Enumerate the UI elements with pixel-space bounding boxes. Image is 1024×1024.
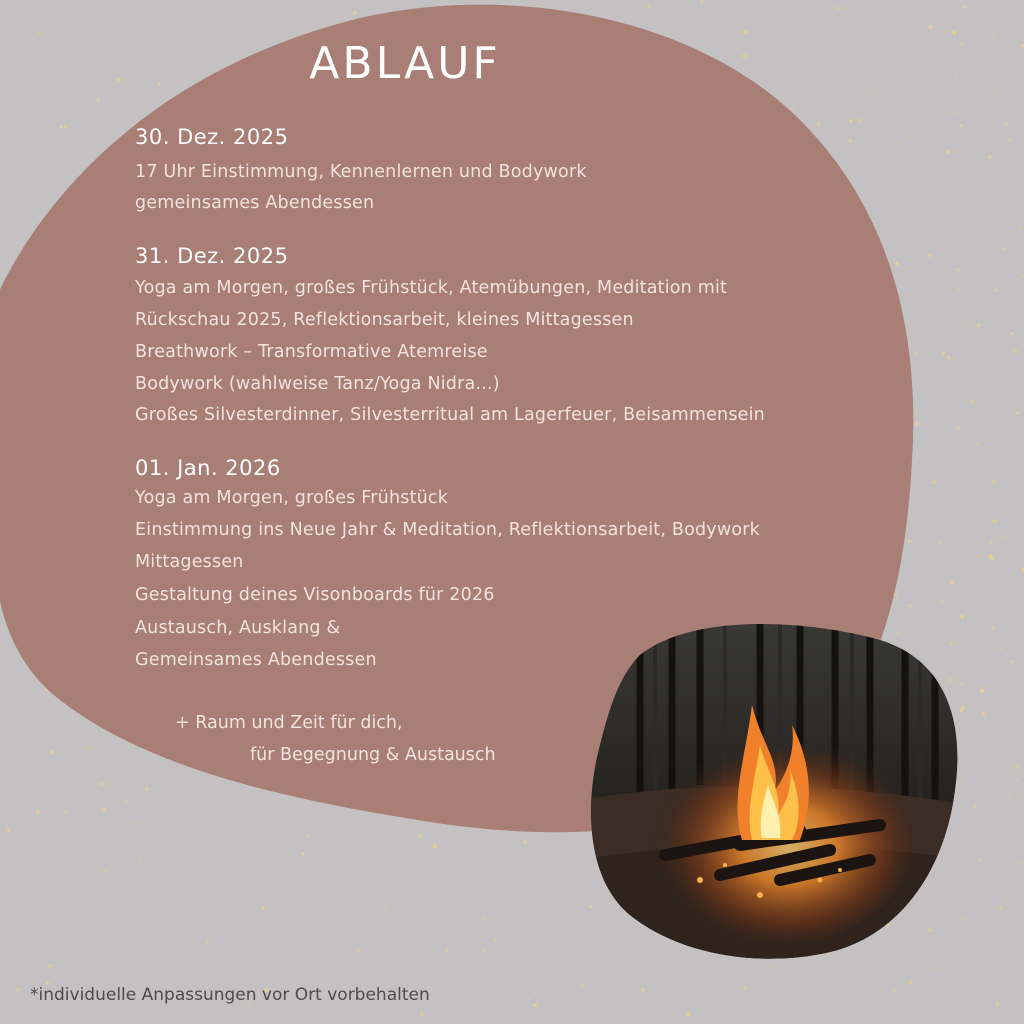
extra-note-line-2: für Begegnung & Austausch xyxy=(250,745,496,765)
schedule-line: Rückschau 2025, Reflektionsarbeit, kleines Mittagessen xyxy=(135,310,634,330)
confetti-speck xyxy=(7,828,10,831)
confetti-speck xyxy=(60,126,63,129)
confetti-speck xyxy=(969,324,971,326)
confetti-speck xyxy=(102,799,103,800)
schedule-line: Yoga am Morgen, großes Frühstück, Atemübungen, Meditation mit xyxy=(135,278,728,298)
confetti-speck xyxy=(687,1012,691,1016)
confetti-speck xyxy=(960,453,962,455)
confetti-speck xyxy=(961,683,964,686)
confetti-speck xyxy=(1000,647,1003,650)
confetti-speck xyxy=(947,150,951,154)
confetti-speck xyxy=(910,134,913,137)
day-date: 30. Dez. 2025 xyxy=(135,125,289,149)
schedule-line: Yoga am Morgen, großes Frühstück xyxy=(135,488,449,508)
confetti-speck xyxy=(1016,778,1018,780)
confetti-speck xyxy=(979,858,983,862)
confetti-speck xyxy=(1018,800,1020,802)
confetti-speck xyxy=(87,746,89,748)
confetti-speck xyxy=(432,844,436,848)
confetti-speck xyxy=(971,400,975,404)
confetti-speck xyxy=(981,686,983,688)
confetti-speck xyxy=(312,818,314,820)
confetti-speck xyxy=(960,708,963,711)
confetti-speck xyxy=(307,835,310,838)
confetti-speck xyxy=(367,890,369,892)
confetti-speck xyxy=(960,124,963,127)
confetti-speck xyxy=(64,811,67,814)
confetti-speck xyxy=(1010,332,1013,335)
confetti-speck xyxy=(928,929,932,933)
confetti-speck xyxy=(957,268,960,271)
confetti-speck xyxy=(993,36,995,38)
confetti-speck xyxy=(353,11,357,15)
confetti-speck xyxy=(992,480,996,484)
confetti-speck xyxy=(977,555,979,557)
confetti-speck xyxy=(769,966,772,969)
confetti-speck xyxy=(957,427,960,430)
confetti-speck xyxy=(920,86,921,87)
confetti-speck xyxy=(894,593,897,596)
confetti-speck xyxy=(989,556,991,558)
confetti-speck xyxy=(895,261,899,265)
confetti-speck xyxy=(540,984,542,986)
confetti-speck xyxy=(1011,770,1013,772)
schedule-line: Gemeinsames Abendessen xyxy=(135,650,377,670)
confetti-speck xyxy=(962,919,964,921)
confetti-speck xyxy=(1020,862,1023,865)
confetti-speck xyxy=(418,834,422,838)
confetti-speck xyxy=(1018,796,1020,798)
confetti-speck xyxy=(928,25,932,29)
confetti-speck xyxy=(261,906,264,909)
confetti-speck xyxy=(848,139,852,143)
confetti-speck xyxy=(743,986,747,990)
confetti-speck xyxy=(100,782,104,786)
confetti-speck xyxy=(989,854,990,855)
confetti-speck xyxy=(873,92,875,94)
confetti-speck xyxy=(1014,350,1018,354)
confetti-speck xyxy=(105,869,109,873)
confetti-speck xyxy=(906,295,908,297)
confetti-speck xyxy=(1000,453,1002,455)
confetti-speck xyxy=(483,919,485,921)
confetti-speck xyxy=(994,93,996,95)
confetti-speck xyxy=(700,0,704,3)
confetti-speck xyxy=(980,689,984,693)
confetti-speck xyxy=(206,940,209,943)
confetti-speck xyxy=(999,133,1001,135)
confetti-speck xyxy=(908,980,912,984)
confetti-speck xyxy=(953,111,955,113)
confetti-speck xyxy=(38,32,41,35)
confetti-speck xyxy=(1002,536,1005,539)
confetti-speck xyxy=(102,807,106,811)
confetti-speck xyxy=(948,678,952,682)
confetti-speck xyxy=(1021,275,1023,277)
confetti-speck xyxy=(950,581,953,584)
confetti-speck xyxy=(792,108,795,111)
schedule-line: 17 Uhr Einstimmung, Kennenlernen und Bodywork xyxy=(135,162,587,182)
confetti-speck xyxy=(1016,412,1018,414)
confetti-speck xyxy=(641,988,645,992)
confetti-speck xyxy=(960,615,964,619)
footnote: *individuelle Anpassungen vor Ort vorbehalten xyxy=(30,985,430,1005)
day-date: 31. Dez. 2025 xyxy=(135,244,289,268)
confetti-speck xyxy=(1004,380,1005,381)
confetti-speck xyxy=(941,600,943,602)
confetti-speck xyxy=(1019,511,1021,513)
confetti-speck xyxy=(1012,900,1013,901)
confetti-speck xyxy=(145,787,149,791)
confetti-speck xyxy=(961,23,962,24)
confetti-speck xyxy=(915,352,918,355)
confetti-speck xyxy=(946,356,950,360)
confetti-speck xyxy=(836,7,839,10)
confetti-speck xyxy=(698,976,700,978)
confetti-speck xyxy=(896,631,899,634)
confetti-speck xyxy=(952,31,956,35)
schedule-line: Großes Silvesterdinner, Silvesterritual am Lagerfeuer, Beisammensein xyxy=(135,405,765,425)
confetti-speck xyxy=(999,906,1001,908)
confetti-speck xyxy=(908,539,911,542)
confetti-speck xyxy=(1005,123,1008,126)
page-title: ABLAUF xyxy=(309,38,501,89)
confetti-speck xyxy=(961,780,963,782)
confetti-speck xyxy=(1015,765,1019,769)
confetti-speck xyxy=(931,439,933,441)
confetti-speck xyxy=(938,541,942,545)
schedule-line: Breathwork – Transformative Atemreise xyxy=(135,342,488,362)
confetti-speck xyxy=(48,964,52,968)
confetti-speck xyxy=(580,984,584,988)
schedule-line: Mittagessen xyxy=(135,552,244,572)
confetti-speck xyxy=(942,352,945,355)
confetti-speck xyxy=(494,939,497,942)
confetti-speck xyxy=(992,519,996,523)
confetti-speck xyxy=(523,840,527,844)
confetti-speck xyxy=(816,122,820,126)
confetti-speck xyxy=(981,712,985,716)
confetti-speck xyxy=(988,155,992,159)
confetti-speck xyxy=(950,641,953,644)
confetti-speck xyxy=(420,1013,424,1017)
confetti-speck xyxy=(484,916,486,918)
confetti-speck xyxy=(928,254,931,257)
confetti-speck xyxy=(976,443,979,446)
confetti-speck xyxy=(963,5,967,9)
confetti-speck xyxy=(125,801,127,803)
confetti-speck xyxy=(1011,660,1014,663)
confetti-speck xyxy=(845,8,847,10)
schedule-line: Gestaltung deines Visonboards für 2026 xyxy=(135,585,495,605)
confetti-speck xyxy=(849,120,852,123)
confetti-speck xyxy=(973,804,977,808)
schedule-line: Austausch, Ausklang & xyxy=(135,618,341,638)
confetti-speck xyxy=(45,689,48,692)
confetti-speck xyxy=(445,948,449,952)
confetti-speck xyxy=(1007,901,1009,903)
confetti-speck xyxy=(1008,138,1010,140)
confetti-speck xyxy=(357,949,360,952)
confetti-speck xyxy=(647,4,651,8)
confetti-speck xyxy=(36,810,40,814)
confetti-speck xyxy=(892,989,895,992)
schedule-line: Einstimmung ins Neue Jahr & Meditation, Reflektionsarbeit, Bodywork xyxy=(135,520,760,540)
confetti-speck xyxy=(939,967,942,970)
confetti-speck xyxy=(953,42,955,44)
confetti-speck xyxy=(976,323,980,327)
confetti-speck xyxy=(915,422,919,426)
confetti-speck xyxy=(985,687,986,688)
confetti-speck xyxy=(960,43,963,46)
confetti-speck xyxy=(1013,967,1014,968)
campfire-photo xyxy=(580,610,970,970)
confetti-speck xyxy=(996,1002,1000,1006)
extra-note-line-1: + Raum und Zeit für dich, xyxy=(175,713,403,733)
confetti-speck xyxy=(1019,938,1020,939)
confetti-speck xyxy=(16,987,20,991)
confetti-speck xyxy=(1021,116,1023,118)
confetti-speck xyxy=(534,992,536,994)
confetti-speck xyxy=(130,822,133,825)
confetti-speck xyxy=(1007,797,1010,800)
confetti-speck xyxy=(1017,808,1019,810)
confetti-speck xyxy=(138,858,141,861)
confetti-speck xyxy=(743,30,747,34)
confetti-speck xyxy=(581,879,583,881)
confetti-speck xyxy=(1020,228,1023,231)
confetti-speck xyxy=(1002,248,1005,251)
confetti-speck xyxy=(590,905,593,908)
confetti-speck xyxy=(962,308,964,310)
confetti-speck xyxy=(990,542,993,545)
confetti-speck xyxy=(994,288,998,292)
confetti-speck xyxy=(962,146,964,148)
confetti-speck xyxy=(893,69,895,71)
day-date: 01. Jan. 2026 xyxy=(135,456,281,480)
confetti-speck xyxy=(46,981,49,984)
confetti-speck xyxy=(533,1003,537,1007)
confetti-speck xyxy=(908,604,911,607)
confetti-speck xyxy=(992,626,995,629)
schedule-line: gemeinsames Abendessen xyxy=(135,193,375,213)
confetti-speck xyxy=(50,750,54,754)
confetti-speck xyxy=(142,762,143,763)
confetti-speck xyxy=(97,98,100,101)
confetti-speck xyxy=(858,119,861,122)
confetti-speck xyxy=(483,950,486,953)
schedule-line: Bodywork (wahlweise Tanz/Yoga Nidra...) xyxy=(135,374,500,394)
confetti-speck xyxy=(64,125,67,128)
confetti-speck xyxy=(958,289,960,291)
confetti-speck xyxy=(975,831,977,833)
confetti-speck xyxy=(384,905,387,908)
confetti-speck xyxy=(454,868,456,870)
confetti-speck xyxy=(892,267,894,269)
confetti-speck xyxy=(934,492,936,494)
confetti-speck xyxy=(302,852,305,855)
confetti-speck xyxy=(932,480,936,484)
confetti-speck xyxy=(981,104,983,106)
confetti-speck xyxy=(955,76,957,78)
